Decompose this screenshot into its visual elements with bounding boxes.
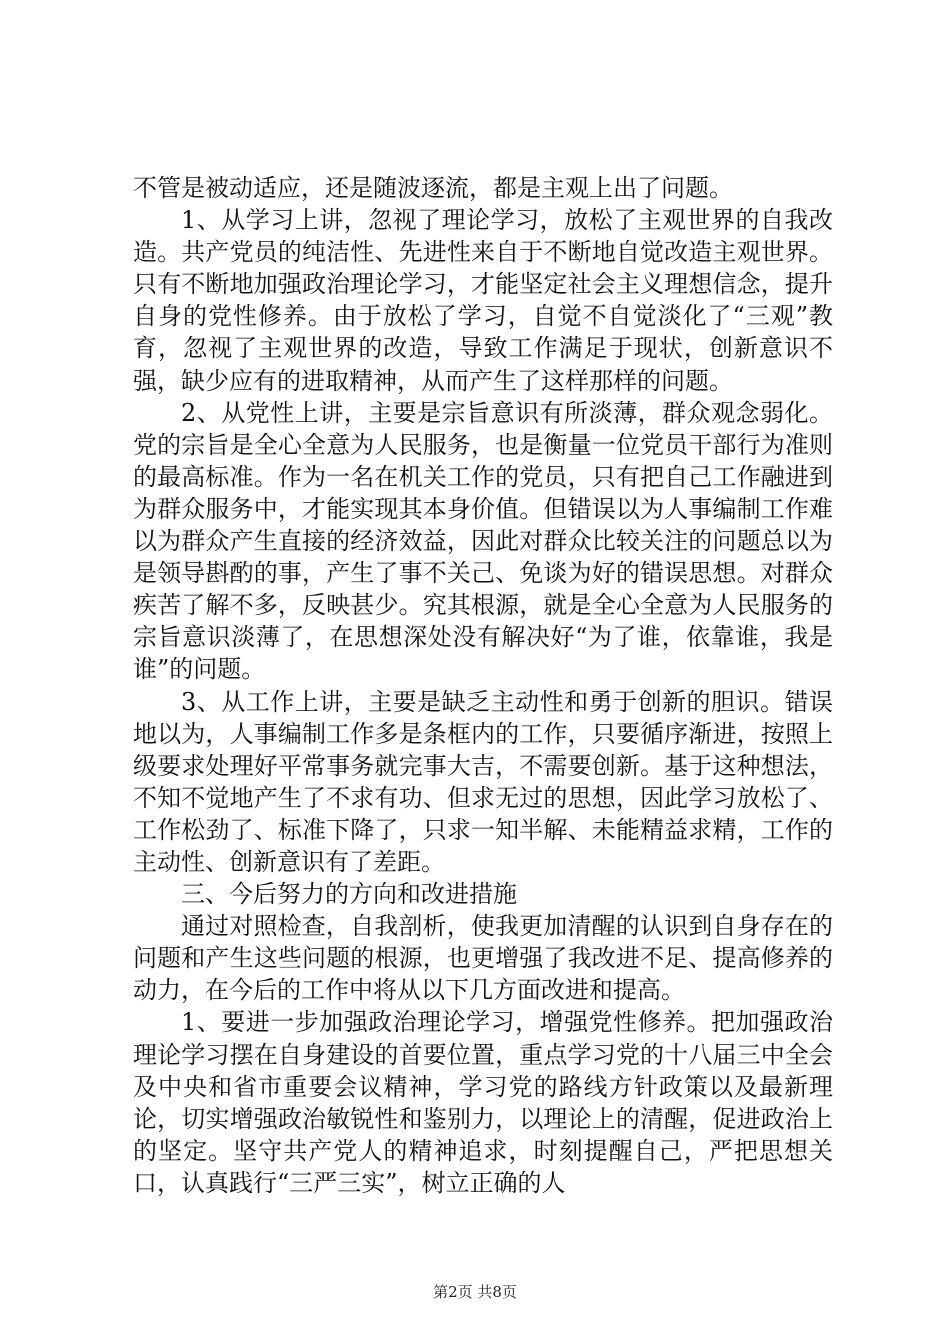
paragraph-party-spirit-reason: 2、从党性上讲，主要是宗旨意识有所淡薄，群众观念弱化。党的宗旨是全心全意为人民服务，也是衡量一位党员干部行为准则的最高标准。作为一名在机关工作的党员，只有把自己工作融进到为群众服务中，才能实现其本身价值。但错误以为人事编制工作难以为群众产生直接的经济效益，因此对群众比较关注的问题总以为是领导斟酌的事，产生了事不关己、免谈为好的错误思想。对群众疾苦了解不多，反映甚少。究其根源，就是全心全意为人民服务的宗旨意识淡薄了，在思想深处没有解决好“为了谁，依靠谁，我是谁”的问题。	[133, 398, 833, 684]
paragraph-continuation: 不管是被动适应，还是随波逐流，都是主观上出了问题。	[133, 174, 733, 202]
section-heading: 三、今后努力的方向和改进措施	[181, 880, 517, 909]
page-footer: 第2页 共8页	[433, 1283, 517, 1301]
paragraph-section-intro: 通过对照检查，自我剖析，使我更加清醒的认识到自身存在的问题和产生这些问题的根源，也更增强了我改进不足、提高修养的动力，在今后的工作中将从以下几方面改进和提高。	[133, 912, 833, 1005]
paragraph-measure-1: 1、要进一步加强政治理论学习，增强党性修养。把加强政治理论学习摆在自身建设的首要位置，重点学习党的十八届三中全会及中央和省市重要会议精神，学习党的路线方针政策以及最新理论，切实增强政治敏锐性和鉴别力，以理论上的清醒，促进政治上的坚定。坚守共产党人的精神追求，时刻提醒自己，严把思想关口，认真践行“三严三实”，树立正确的人	[133, 1008, 833, 1197]
document-body	[133, 172, 833, 1199]
paragraph-work-reason: 3、从工作上讲，主要是缺乏主动性和勇于创新的胆识。错误地以为，人事编制工作多是条框内的工作，只要循序渐进，按照上级要求处理好平常事务就完事大吉，不需要创新。基于这种想法，不知不觉地产生了不求有功、但求无过的思想，因此学习放松了、工作松劲了、标准下降了，只求一知半解、未能精益求精，工作的主动性、创新意识有了差距。	[133, 687, 833, 876]
paragraph-study-reason: 1、从学习上讲，忽视了理论学习，放松了主观世界的自我改造。共产党员的纯洁性、先进性来自于不断地自觉改造主观世界。只有不断地加强政治理论学习，才能坚定社会主义理想信念，提升自身的党性修养。由于放松了学习，自觉不自觉淡化了“三观”教育，忽视了主观世界的改造，导致工作满足于现状，创新意识不强，缺少应有的进取精神，从而产生了这样那样的问题。	[133, 206, 833, 395]
